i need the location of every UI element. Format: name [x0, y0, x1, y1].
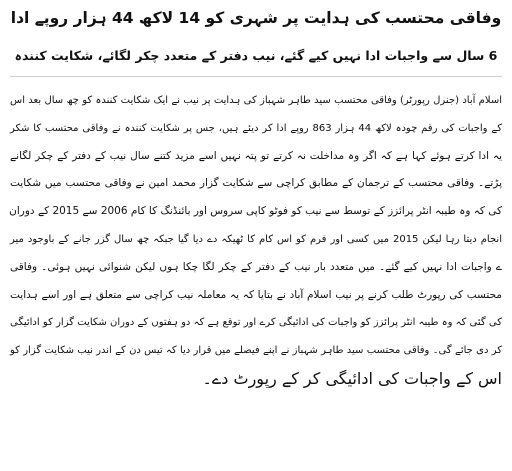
body-line-9: کی گئی کہ وہ طیبہ انٹر پرائزز کو واجبات کی ادائیگی کرے اور توقع ہے کہ دو ہفتوں کے دوران شکایت گزار کو ادائیگی [10, 317, 502, 329]
body-line-6: انجام دیتا رہا لیکن 2015 میں کسی اور فرم کو اس کام کا ٹھیکہ دے دیا گیا جبکہ چھ سال گزر جانے کے باوجود میر [10, 233, 502, 245]
news-article [10, 4, 502, 393]
body-line-1: اسلام آباد (جنرل رپورٹر) وفاقی محتسب سید طاہر شہباز کی ہدایت پر نیب نے ایک شکایت کنندہ کو چھ سال بعد اس [10, 95, 502, 106]
headline-sub: 6 سال سے واجبات ادا نہیں کیے گئے، نیب دفتر کے متعدد چکر لگائے، شکایت کنندہ [14, 48, 498, 63]
body-line-2: کے واجبات کی رقم چودہ لاکھ 44 ہزار 863 روپے ادا کر دیئے ہیں، جس پر شکایت کنندہ نے وفاقی محتسب کا شکر [10, 122, 502, 134]
headline-divider [10, 76, 502, 77]
article-body [10, 87, 502, 393]
body-line-5: کی کہ وہ طیبہ انٹر پرائزز کے توسط سے نیب کو فوٹو کاپی سروس اور بائنڈنگ کا کام 2006 سے 2015 کے دوران [9, 205, 502, 218]
body-line-7: ے واجبات ادا نہیں کیے گئے۔ میں متعدد بار نیب کے دفتر کے چکر لگا چکا ہوں لیکن شنوائی نہیں ہوئی۔ وفاقی [10, 260, 502, 273]
headline-main: وفاقی محتسب کی ہدایت پر شہری کو 14 لاکھ 44 ہزار روپے ادا [10, 9, 502, 27]
body-line-11: اس کے واجبات کی ادائیگی کر کے رپورٹ دے۔ [202, 368, 502, 388]
body-line-3: یہ ادا کرتے ہوئے کہا ہے کہ اگر وہ مداخلت نہ کرتے تو پتہ نہیں اسے مزید کتنے سال نیب کے دفتر کے چکر لگانے [10, 149, 502, 162]
body-line-10: کر دی جائے گی۔ وفاقی محتسب سید طاہر شہباز نے اپنے فیصلے میں قرار دیا کہ تیس دن کے اندر نیب شکایت گزار کو [10, 345, 502, 357]
body-line-4: پڑتے۔ وفاقی محتسب کے ترجمان کے مطابق کراچی سے شکایت گزار محمد امین نے وفاقی محتسب میں شکایت [10, 177, 502, 190]
body-line-8: محتسب کی رپورٹ طلب کرنے پر نیب اسلام آباد نے بتایا کہ یہ معاملہ نیب کراچی سے متعلق ہے اور اسے ہدایت [10, 288, 502, 301]
